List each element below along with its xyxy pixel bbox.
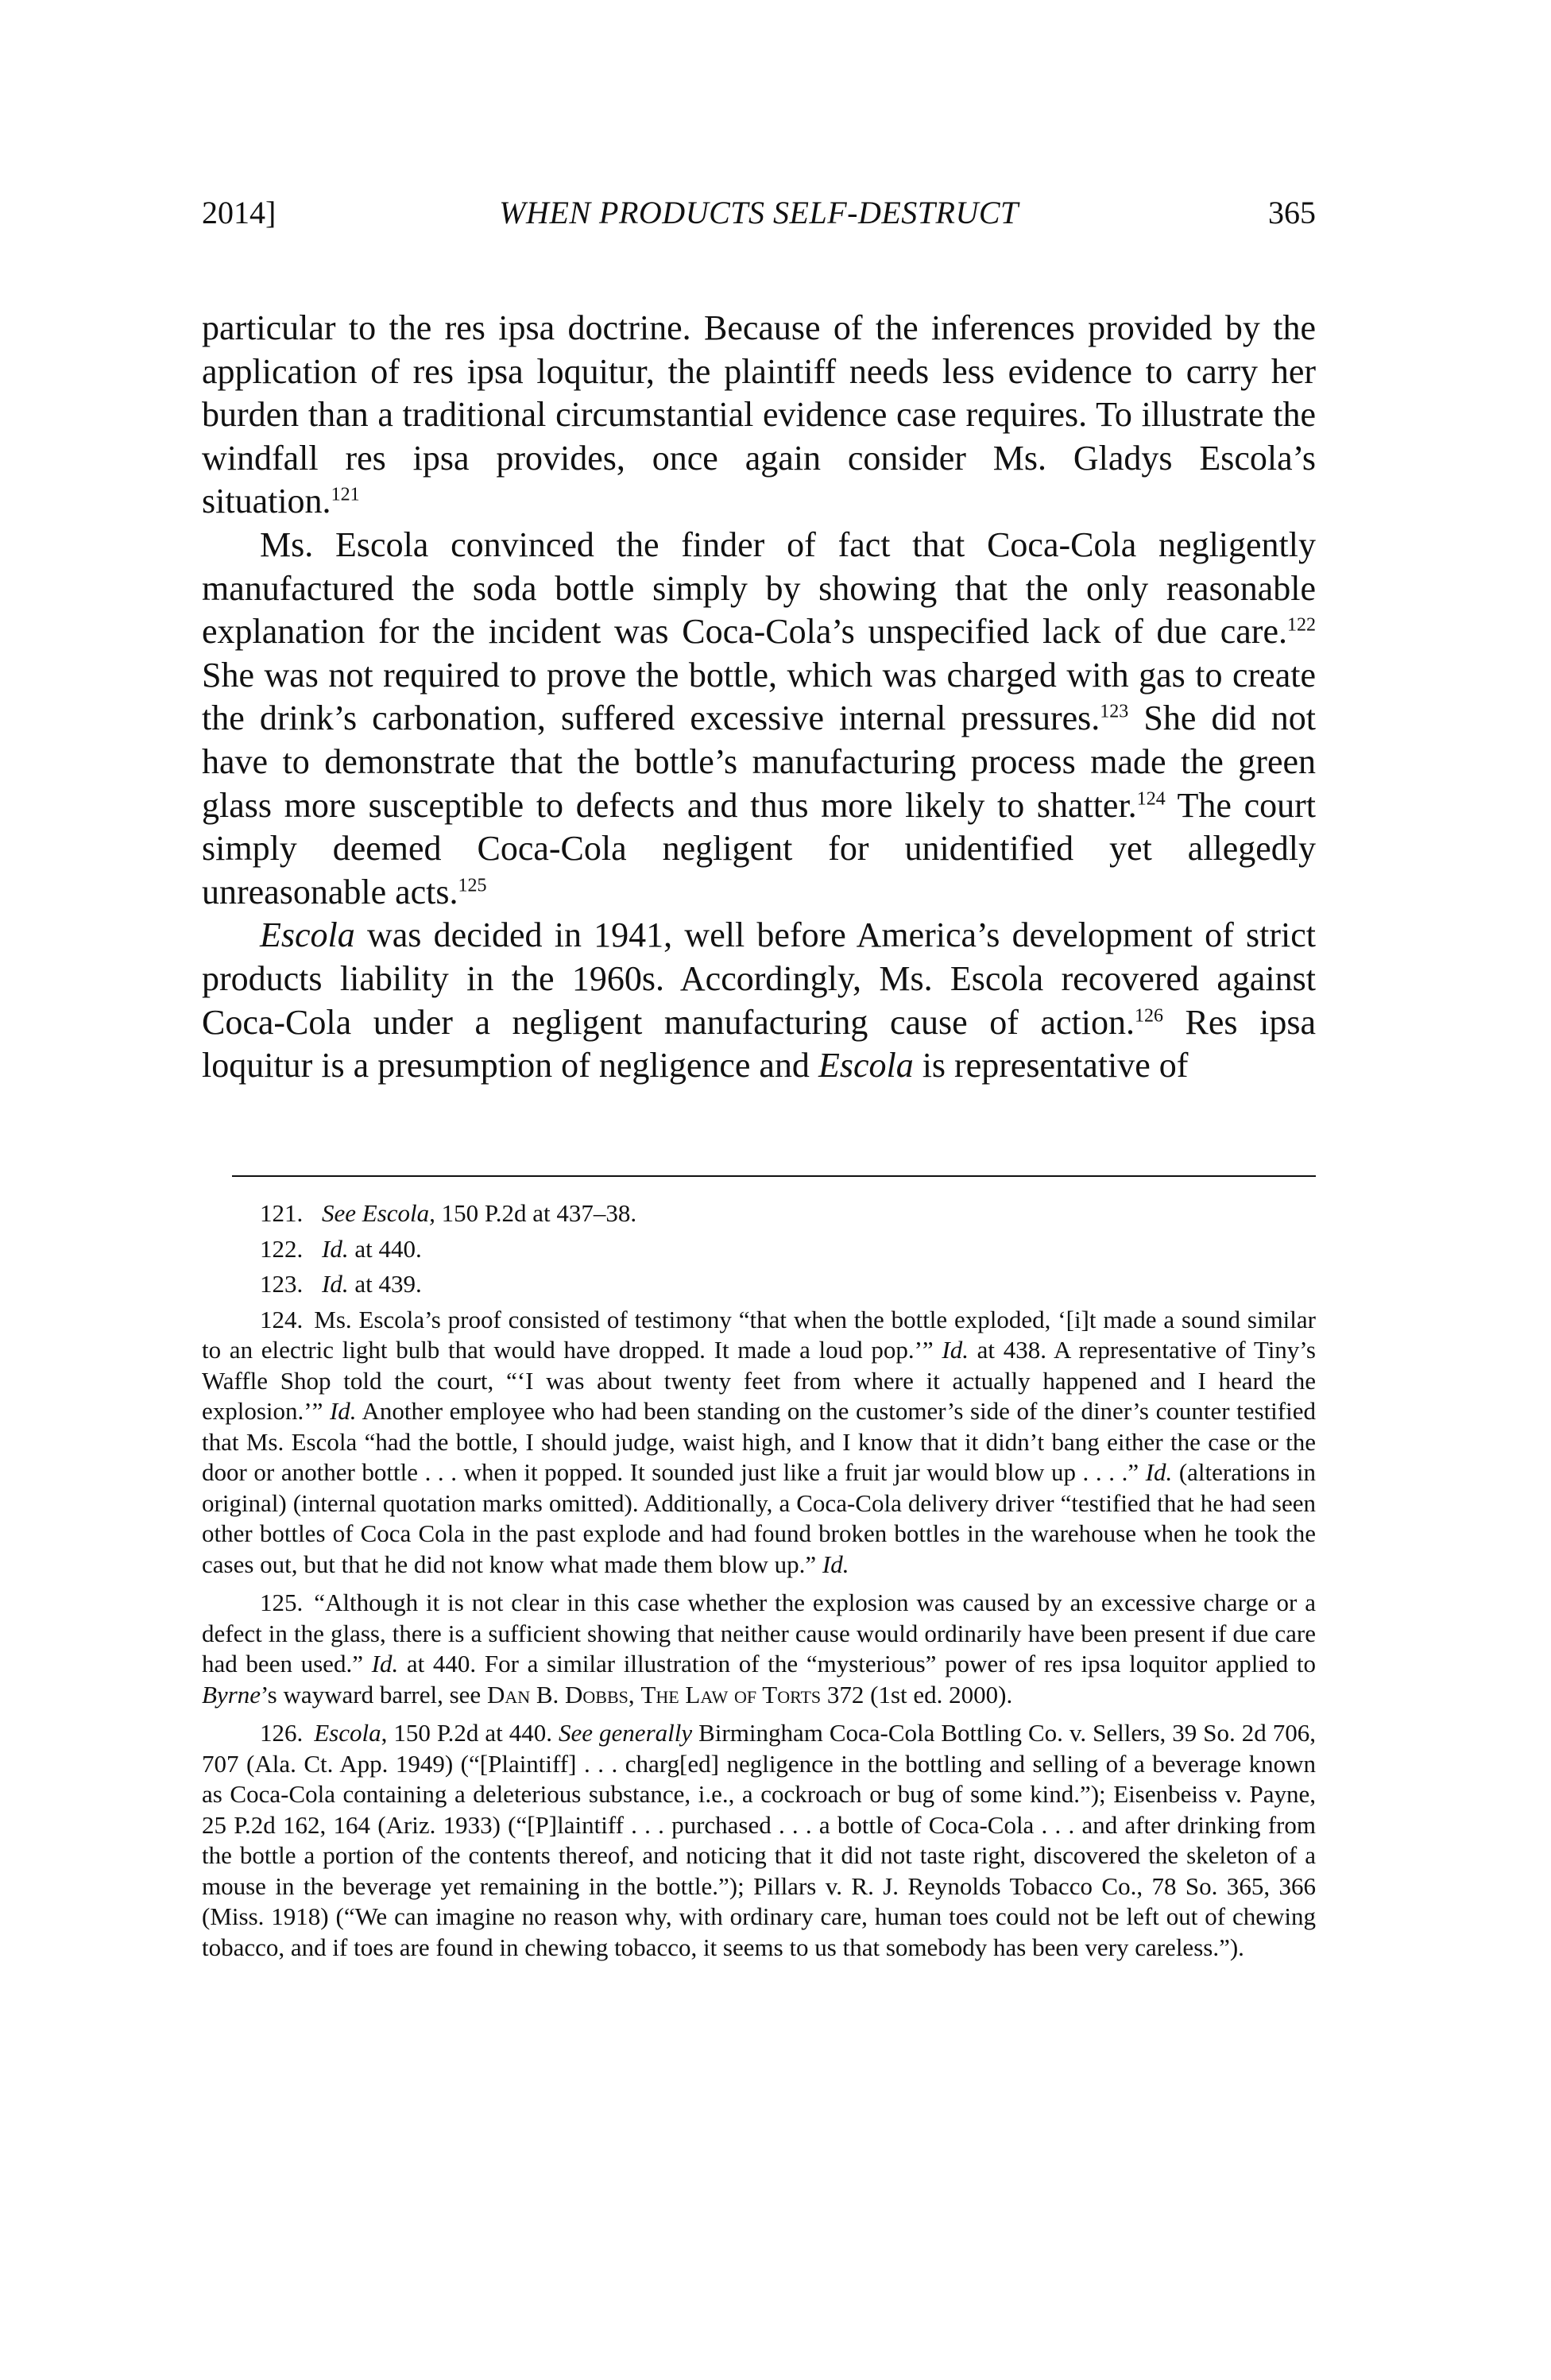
case-name-byrne: Byrne	[202, 1680, 261, 1709]
footnote-number: 126.	[260, 1719, 304, 1747]
footnote-text-3: Another employee who had been standing on the customer’s side of the diner’s counter testified that Ms. Escola “had the bottle, I should judge, waist high, and I know that it didn’t bang either the case or the door or another bottle . . . when it popped. It sounded just like a fruit jar would blow up . . . .”	[202, 1397, 1316, 1486]
footnote-121	[202, 1198, 1316, 1229]
footnote-text-1: , 150 P.2d at 440.	[381, 1719, 559, 1747]
paragraph-2-text-a: Ms. Escola convinced the finder of fact that Coca-Cola negligently manufactured the soda bottle simply by showing that the only reasonable explanation for the incident was Coca-Cola’s unspecified lack of due care.	[202, 524, 1316, 652]
footnote-text-3: ’s wayward barrel, see	[261, 1680, 487, 1709]
paragraph-1-text: particular to the res ipsa doctrine. Because of the inferences provided by the application of res ipsa loquitur, the plaintiff needs less evidence to carry her burden than a traditional circumstantial evidence case requires. To illustrate the windfall res ipsa provides, once again consider Ms. Gladys Escola’s situation.	[202, 308, 1316, 521]
running-header	[202, 194, 1316, 242]
paragraph-2-text-b: She was not required to prove the bottle, which was charged with gas to create the drink’s carbonation, suffered excessive internal pressures.	[202, 655, 1316, 738]
footnote-number: 122.	[260, 1234, 304, 1263]
footnote-123	[202, 1269, 1316, 1300]
footnote-ref-126[interactable]: 126	[1134, 1004, 1163, 1026]
footnote-text-4: (alterations in original) (internal quotation marks omitted). Additionally, a Coca-Cola delivery driver “testified that he had seen other bottles of Coca Cola in the past explode and had found broken bottles in the warehouse when he took the cases out, but that he did not know what made them blow up.”	[202, 1458, 1316, 1578]
footnotes	[202, 1198, 1316, 1971]
paragraph-2	[202, 524, 1316, 914]
paragraph-3	[202, 914, 1316, 1087]
footnote-text-2: Birmingham Coca-Cola Bottling Co. v. Sellers, 39 So. 2d 706, 707 (Ala. Ct. App. 1949) (“[Plaintiff] . . . charg[ed] negligence in the bottling and selling of a beverage known as Coca-Cola containing a deleterious substance, i.e., a cockroach or bug of some kind.”); Eisenbeiss v. Payne, 25 P.2d 162, 164 (Ariz. 1933) (“[P]laintiff . . . purchased . . . a bottle of Coca-Cola . . . and after drinking from the bottle a portion of the contents thereof, and noticing that it did not taste right, discovered the skeleton of a mouse in the beverage yet remaining in the bottle.”); Pillars v. R. J. Reynolds Tobacco Co., 78 So. 365, 366 (Miss. 1918) (“We can imagine no reason why, with ordinary care, human toes could not be left out of chewing tobacco, and if toes are found in chewing tobacco, it seems to us that somebody has been very careless.”).	[202, 1719, 1316, 1961]
footnote-number: 121.	[260, 1199, 304, 1227]
body-text	[202, 307, 1316, 1088]
paragraph-3-text-b: Res ipsa loquitur is a presumption of negligence and	[202, 1002, 1316, 1086]
footnote-text: 150 P.2d at 437–38.	[435, 1199, 637, 1227]
book-author: Dan B. Dobbs	[486, 1680, 629, 1709]
footnote-text-2: at 440. For a similar illustration of the “mysterious” power of res ipsa loquitor applied to	[398, 1650, 1316, 1678]
footnote-text-2: at 438. A representative of Tiny’s Waffle Shop told the court, “‘I was about twenty feet from where it actually happened and I heard the explosion.’”	[202, 1336, 1316, 1425]
footnote-text-4: ,	[628, 1680, 641, 1709]
case-name-escola: Escola	[314, 1719, 381, 1747]
footnote-signal: See Escola,	[322, 1199, 435, 1227]
footnote-124	[202, 1305, 1316, 1581]
footnote-id-2: Id.	[329, 1397, 357, 1425]
footnote-id: Id.	[322, 1270, 349, 1298]
book-title: The Law of Torts	[640, 1680, 822, 1709]
footnote-ref-125[interactable]: 125	[458, 875, 487, 896]
paragraph-2-text-d: The court simply deemed Coca-Cola negligent for unidentified yet allegedly unreasonable acts.	[202, 785, 1316, 911]
header-volume-year: 2014]	[202, 195, 277, 230]
footnote-122	[202, 1234, 1316, 1265]
footnote-number: 123.	[260, 1270, 304, 1298]
footnote-id-1: Id.	[371, 1650, 399, 1678]
case-name-escola: Escola	[260, 915, 355, 955]
footnote-125	[202, 1588, 1316, 1710]
footnote-number: 125.	[260, 1589, 304, 1616]
footnote-text: at 440.	[348, 1234, 422, 1263]
footnote-ref-124[interactable]: 124	[1136, 788, 1166, 809]
footnote-text: at 439.	[348, 1270, 422, 1298]
footnote-text-1: Ms. Escola’s proof consisted of testimony “that when the bottle exploded, ‘[i]t made a sound similar to an electric light bulb that would have dropped. It made a loud pop.’”	[202, 1305, 1316, 1364]
case-name-escola-2: Escola	[818, 1046, 914, 1086]
footnote-text-5: 372 (1st ed. 2000).	[821, 1680, 1013, 1709]
footnote-divider	[232, 1175, 1316, 1177]
footnote-id-4: Id.	[822, 1550, 849, 1578]
footnote-id-3: Id.	[1145, 1458, 1173, 1486]
footnote-signal: See generally	[559, 1719, 693, 1747]
footnote-id: Id.	[322, 1234, 349, 1263]
footnote-id-1: Id.	[942, 1336, 969, 1364]
footnote-ref-123[interactable]: 123	[1100, 701, 1129, 722]
paragraph-2-text-c: She did not have to demonstrate that the bottle’s manufacturing process made the green glass more susceptible to defects and thus more likely to shatter.	[202, 699, 1317, 825]
footnote-ref-121[interactable]: 121	[331, 484, 360, 505]
footnote-ref-122[interactable]: 122	[1287, 614, 1316, 636]
header-title: WHEN PRODUCTS SELF-DESTRUCT	[499, 195, 1019, 230]
footnote-text-1: “Although it is not clear in this case whether the explosion was caused by an excessive charge or a defect in the glass, there is a sufficient showing that neither cause would ordinarily have been present if due care had been used.”	[202, 1589, 1316, 1678]
paragraph-3-text-a: was decided in 1941, well before America’s development of strict products liability in the 1960s. Accordingly, Ms. Escola recovered against Coca-Cola under a negligent manufacturing cause of action.	[202, 915, 1316, 1042]
paragraph-1	[202, 307, 1316, 524]
paragraph-3-text-c: is representative of	[913, 1046, 1189, 1086]
footnote-number: 124.	[260, 1305, 304, 1333]
header-page-number: 365	[1268, 195, 1316, 230]
footnote-126	[202, 1718, 1316, 1963]
